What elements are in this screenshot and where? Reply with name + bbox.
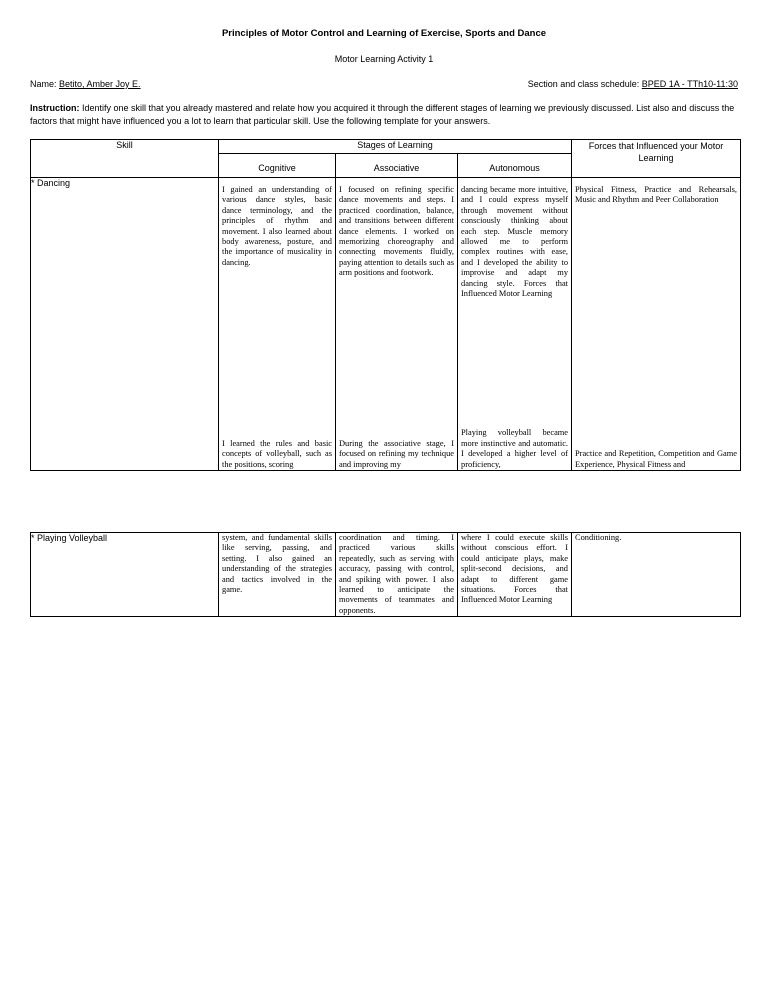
name-value: Betito, Amber Joy E. <box>59 79 141 89</box>
autonomous-volleyball-cont-text: where I could execute skills without conscious effort. I could anticipate plays, make split-second decisions, and adapt to different game situations. Forces that Influenced Motor Learning <box>461 533 568 605</box>
associative-volleyball-cont-text: coordination and timing. I practiced various skills repeatedly, such as serving with accuracy, passing with control, and spiking with power. I also learned to anticipate the movements of teammates and opponents. <box>339 533 454 615</box>
name-label: Name: <box>30 79 60 89</box>
associative-cell-cont <box>336 533 458 617</box>
section-schedule-line <box>528 79 738 89</box>
cognitive-volleyball-cont-text: system, and fundamental skills like serving, passing, and setting. I also gained an understanding of the strategies and tactics involved in the game. <box>222 533 332 595</box>
forces-cell-cont <box>572 533 741 617</box>
forces-volleyball-cont-text: Conditioning. <box>575 533 622 542</box>
header-stages: Stages of Learning <box>219 140 572 154</box>
autonomous-dancing-text: dancing became more intuitive, and I could express myself through movement without consciously thinking about each step. Muscle memory allowed me to perform complex routines with ease, and I developed the ability to improvise and adapt my dancing style. Forces that Influenced Motor Learning <box>461 185 569 299</box>
header-autonomous: Autonomous <box>458 154 572 178</box>
header-associative: Associative <box>336 154 458 178</box>
header-forces: Forces that Influenced your Motor Learning <box>572 140 741 178</box>
cognitive-volleyball-text: I learned the rules and basic concepts of volleyball, such as the positions, scoring <box>222 438 332 469</box>
cognitive-cell-cont <box>219 533 336 617</box>
associative-cell <box>336 178 458 471</box>
learning-table-page2 <box>30 532 741 617</box>
document-subtitle: Motor Learning Activity 1 <box>334 54 434 64</box>
section-label: Section and class schedule: <box>527 79 642 89</box>
forces-volleyball-text: Practice and Repetition, Competition and Game Experience, Physical Fitness and <box>575 449 738 469</box>
section-value: BPED 1A - TTh10-11:30 <box>641 79 738 89</box>
header-skill: Skill <box>31 140 219 178</box>
autonomous-cell <box>458 178 572 471</box>
associative-dancing-text: I focused on refining specific dance movements and steps. I practiced coordination, balance, and transitions between different dance elements. I worked on memorizing choreography and connecting movements fluidly, paying attention to details such as arm positions and footwork. <box>339 185 454 278</box>
associative-volleyball-text: During the associative stage, I focused on refining my technique and improving my <box>339 438 454 469</box>
autonomous-volleyball-text: Playing volleyball became more instinctive and automatic. I developed a higher level of proficiency, <box>461 428 569 469</box>
cognitive-dancing-text: I gained an understanding of various dance styles, basic dance terminology, and the principles of rhythm and movement. I also learned about body awareness, posture, and the importance of musicality in dancing. <box>222 185 332 267</box>
skill-cell-volleyball: * Playing Volleyball <box>31 533 219 617</box>
skill-cell: * Dancing <box>31 178 219 471</box>
instruction-label: Instruction: <box>30 103 80 113</box>
learning-table-page1 <box>30 139 741 471</box>
autonomous-cell-cont <box>458 533 572 617</box>
instruction-text: Identify one skill that you already mastered and relate how you acquired it through the different stages of learning we previously discussed. List also and discuss the factors that might have influenced you a lot to learn that particular skill. Use the following template for your answers. <box>30 103 735 126</box>
cognitive-cell <box>219 178 336 471</box>
forces-cell <box>572 178 741 471</box>
forces-dancing-text: Physical Fitness, Practice and Rehearsals, Music and Rhythm and Peer Collaboration <box>575 185 738 205</box>
document-title: Principles of Motor Control and Learning of Exercise, Sports and Dance <box>221 28 547 39</box>
header-cognitive: Cognitive <box>219 154 336 178</box>
instruction-paragraph <box>30 102 742 128</box>
student-name-line <box>30 79 141 89</box>
